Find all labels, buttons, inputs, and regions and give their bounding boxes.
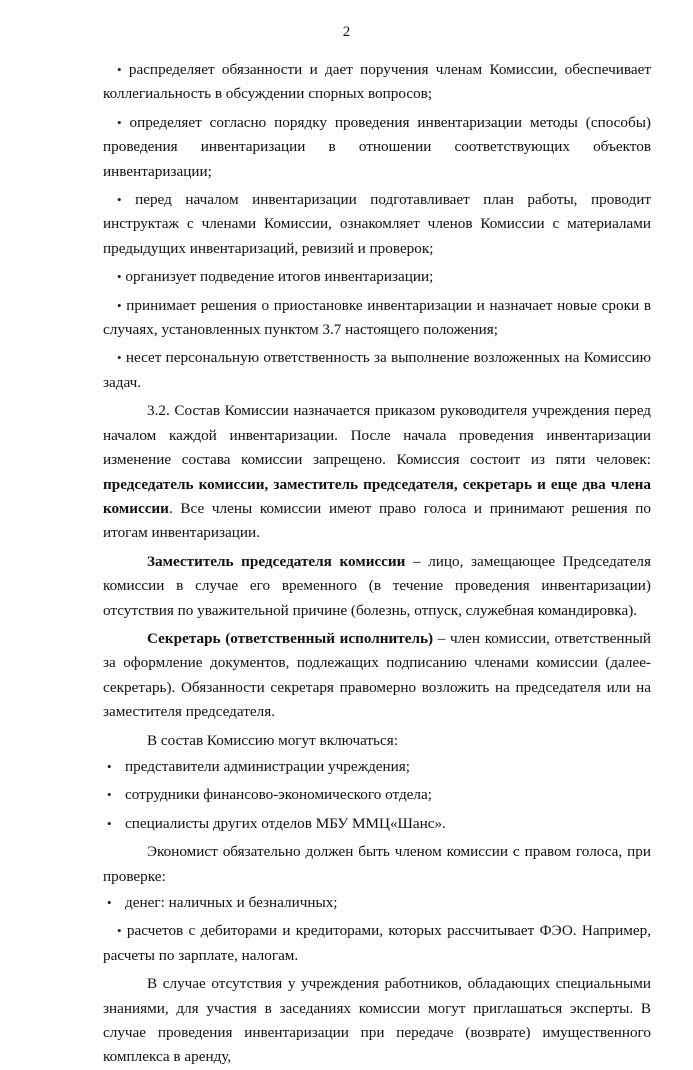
duty-text: организует подведение итогов инвентаризации; xyxy=(125,268,434,286)
duty-text: распределяет обязанности и дает поручения членам Комиссии, обеспечивает коллегиальность в обсуждении спорных вопросов; xyxy=(103,61,652,103)
composition-text: сотрудники финансово-экономического отдела; xyxy=(125,786,432,804)
bullet-icon: • xyxy=(117,923,122,939)
composition-text: представители администрации учреждения; xyxy=(125,757,411,775)
duty-item xyxy=(103,346,651,395)
bullet-icon: • xyxy=(117,62,122,77)
duty-item xyxy=(103,58,651,107)
secretary-paragraph xyxy=(103,627,651,725)
bullet-icon: • xyxy=(117,350,122,366)
economist-text: расчетов с дебиторами и кредиторами, которых рассчитывает ФЭО. Например, расчеты по зарплате, налогам. xyxy=(103,922,651,964)
deputy-text: – лицо, замещающее Председателя комиссии в случае его временного (в течение проведения инвентаризации) отсутствия по уважительной причине (болезнь, отпуск, служебная командировка). xyxy=(103,552,651,619)
page-number: 2 xyxy=(342,24,351,40)
bullet-icon: • xyxy=(117,192,122,208)
section-3-2-paragraph xyxy=(103,399,651,545)
composition-item xyxy=(103,812,651,836)
duty-text: несет персональную ответственность за выполнение возложенных на Комиссию задач. xyxy=(103,349,651,391)
section-3-2-text-end: . Все члены комиссии имеют право голоса и принимают решения по итогам инвентаризации. xyxy=(103,499,651,542)
composition-text: специалисты других отделов МБУ ММЦ«Шанс». xyxy=(125,814,446,832)
experts-paragraph: В случае отсутствия у учреждения работников, обладающих специальными знаниями, для участия в заседаниях комиссии могут приглашаться эксперты. В случае проведения инвентаризации при передаче (возврате) имущественного комплекса в аренду, xyxy=(103,975,651,1066)
bullet-icon: • xyxy=(117,297,122,313)
duty-item xyxy=(103,111,651,184)
bullet-icon: • xyxy=(107,815,112,831)
bullet-icon: • xyxy=(107,758,112,774)
duty-item xyxy=(103,188,651,261)
economist-intro: Экономист обязательно должен быть членом комиссии с правом голоса, при проверке: xyxy=(103,843,651,885)
bullet-icon: • xyxy=(107,895,112,910)
duty-item xyxy=(103,294,651,343)
secretary-text: – член комиссии, ответственный за оформление документов, подлежащих подписанию членами комиссии (далее-секретарь). Обязанности секретаря правомерно возложить на председателя или на заместителя председателя. xyxy=(103,629,651,721)
deputy-term: Заместитель председателя комиссии xyxy=(147,552,406,570)
economist-text: денег: наличных и безналичных; xyxy=(125,894,338,911)
commission-members-bold: председатель комиссии, заместитель председателя, секретарь и еще два члена комиссии xyxy=(103,475,651,517)
secretary-term: Секретарь (ответственный исполнитель) xyxy=(147,629,434,647)
duty-text: перед началом инвентаризации подготавливает план работы, проводит инструктаж с членами Комиссии, ознакомляет членов Комиссии с материалами предыдущих инвентаризаций, ревизий и проверок; xyxy=(103,191,652,257)
economist-item xyxy=(103,891,651,915)
duty-text: принимает решения о приостановке инвентаризации и назначает новые сроки в случаях, установленных пунктом 3.7 настоящего положения; xyxy=(103,296,652,339)
composition-intro: В состав Комиссию могут включаться: xyxy=(147,731,398,749)
composition-item xyxy=(103,755,651,779)
economist-item xyxy=(103,919,651,968)
duty-text: определяет согласно порядку проведения инвентаризации методы (способы) проведения инвентаризации в отношении соответствующих объектов инвентаризации; xyxy=(103,113,651,180)
duty-item xyxy=(103,265,651,289)
composition-item xyxy=(103,783,651,807)
page-content xyxy=(103,58,651,1070)
bullet-icon: • xyxy=(117,114,122,130)
deputy-paragraph xyxy=(103,550,651,623)
bullet-icon: • xyxy=(107,787,112,803)
bullet-icon: • xyxy=(117,269,122,285)
section-3-2-text: 3.2. Состав Комиссии назначается приказом руководителя учреждения перед началом каждой инвентаризации. После начала проведения инвентаризации изменение состава комиссии запрещено. Комиссия состоит из пяти человек: xyxy=(103,402,651,469)
